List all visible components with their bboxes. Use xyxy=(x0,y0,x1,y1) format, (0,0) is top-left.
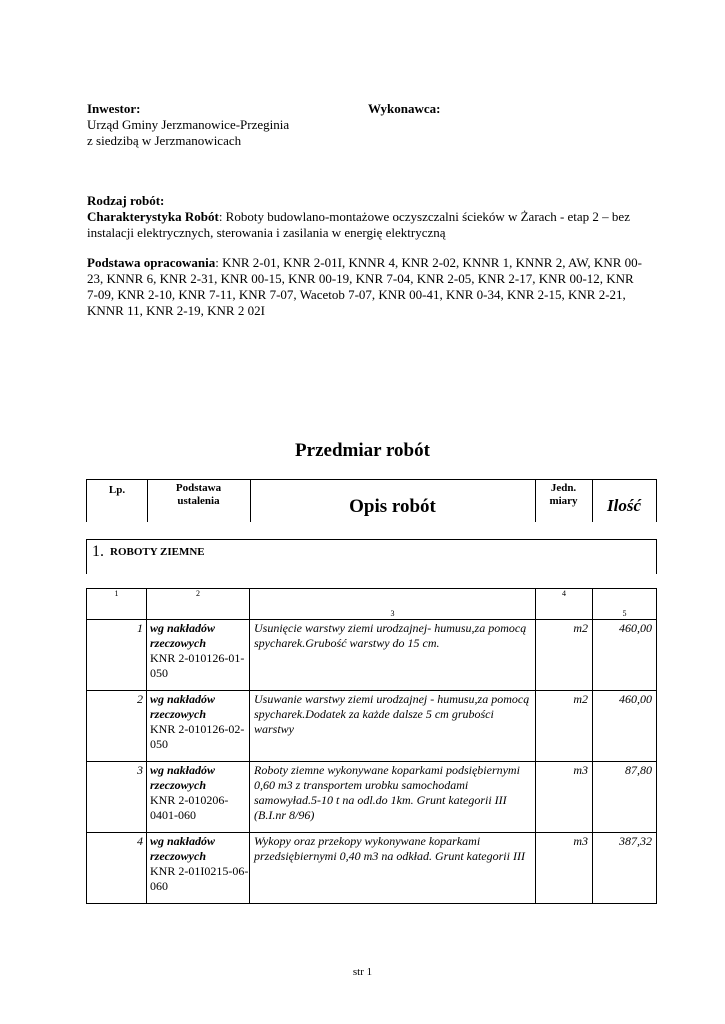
header-unit-line2: miary xyxy=(549,495,578,507)
row-basis-type: wg nakładów rzeczowych xyxy=(150,692,216,721)
quantities-table xyxy=(86,588,657,904)
work-basis-text: : KNR 2-01, KNR 2-01I, KNNR 4, KNR 2-02, KNNR 1, KNNR 2, AW, KNR 00-23, KNNR 6, KNR 2-31, KNR 00-15, KNR 00-19, KNR 7-04, KNR 2-05, KNR 2-17, KNR 00-12, KNR 7-09, KNR 2-10, KNR 7-11, KNR 7-07, Wacetob 7-07, KNR 00-41, KNR 0-34, KNR 2-15, KNR 2-21, KNNR 11, KNR 2-19, KNR 2 02I xyxy=(87,255,642,318)
row-basis-type: wg nakładów rzeczowych xyxy=(150,621,216,650)
header-quantity: Ilość xyxy=(607,496,641,515)
work-characteristics xyxy=(87,209,647,241)
row-basis-type: wg nakładów rzeczowych xyxy=(150,763,216,792)
section-title: ROBOTY ZIEMNE xyxy=(110,546,205,558)
investor-seat: z siedzibą w Jerzmanowicach xyxy=(87,133,242,148)
row-basis xyxy=(147,691,250,762)
investor-block xyxy=(87,101,347,149)
header-basis xyxy=(147,482,250,524)
page-number: str 1 xyxy=(352,966,373,978)
table-row xyxy=(87,691,657,762)
work-char-label: Charakterystyka Robót xyxy=(87,209,219,224)
work-basis xyxy=(87,255,647,319)
table-row xyxy=(87,833,657,904)
row-basis xyxy=(147,620,250,691)
row-lp: 2 xyxy=(87,691,147,762)
contractor-label: Wykonawca: xyxy=(368,101,441,116)
row-unit: m3 xyxy=(536,762,593,833)
row-unit: m2 xyxy=(536,620,593,691)
header-basis-line2: ustalenia xyxy=(177,495,220,507)
row-basis-code: KNR 2-010126-01-050 xyxy=(150,651,245,680)
row-lp: 4 xyxy=(87,833,147,904)
section-header xyxy=(86,539,657,574)
page-title: Przedmiar robót xyxy=(295,440,430,461)
table-row xyxy=(87,620,657,691)
row-description: Roboty ziemne wykonywane koparkami podsiębiernymi 0,60 m3 z transportem urobku samochodami samowyład.5-10 t na odl.do 1km. Grunt kategorii III (B.I.nr 8/96) xyxy=(250,762,536,833)
header-description: Opis robót xyxy=(349,496,436,517)
column-number: 2 xyxy=(147,589,250,620)
column-number: 3 xyxy=(250,589,536,620)
row-unit: m2 xyxy=(536,691,593,762)
row-description: Wykopy oraz przekopy wykonywane koparkami przedsiębiernymi 0,40 m3 na odkład. Grunt kategorii III xyxy=(250,833,536,904)
row-lp: 3 xyxy=(87,762,147,833)
row-basis-code: KNR 2-010206-0401-060 xyxy=(150,793,229,822)
work-info xyxy=(87,193,647,319)
row-basis-type: wg nakładów rzeczowych xyxy=(150,834,216,863)
header-lp: Lp. xyxy=(108,484,126,496)
row-basis-code: KNR 2-01I0215-06-060 xyxy=(150,864,249,893)
row-quantity: 460,00 xyxy=(593,620,657,691)
header-unit-line1: Jedn. xyxy=(550,482,577,494)
column-number: 5 xyxy=(593,589,657,620)
row-quantity: 387,32 xyxy=(593,833,657,904)
table-row xyxy=(87,762,657,833)
work-char-text: : Roboty budowlano-montażowe oczyszczalni ścieków w Żarach - etap 2 – bez instalacji elektrycznych, sterowania i zasilania w energię elektryczną xyxy=(87,209,630,240)
work-type-label: Rodzaj robót: xyxy=(87,193,165,208)
table-header xyxy=(86,479,657,522)
column-number-row xyxy=(87,589,657,620)
column-number: 1 xyxy=(87,589,147,620)
section-number: 1. xyxy=(92,543,104,560)
row-basis-code: KNR 2-010126-02-050 xyxy=(150,722,245,751)
row-basis xyxy=(147,833,250,904)
row-description: Usuwanie warstwy ziemi urodzajnej - humusu,za pomocą spycharek.Dodatek za każde dalsze 5 cm grubości warstwy xyxy=(250,691,536,762)
investor-label: Inwestor: xyxy=(87,101,141,116)
header-basis-line1: Podstawa xyxy=(175,482,222,494)
row-quantity: 460,00 xyxy=(593,691,657,762)
column-number: 4 xyxy=(536,589,593,620)
row-lp: 1 xyxy=(87,620,147,691)
row-description: Usunięcie warstwy ziemi urodzajnej- humusu,za pomocą spycharek.Grubość warstwy do 15 cm. xyxy=(250,620,536,691)
header-unit xyxy=(535,482,592,524)
investor-name: Urząd Gminy Jerzmanowice-Przeginia xyxy=(87,117,290,132)
row-unit: m3 xyxy=(536,833,593,904)
work-basis-label: Podstawa opracowania xyxy=(87,255,216,270)
row-quantity: 87,80 xyxy=(593,762,657,833)
row-basis xyxy=(147,762,250,833)
